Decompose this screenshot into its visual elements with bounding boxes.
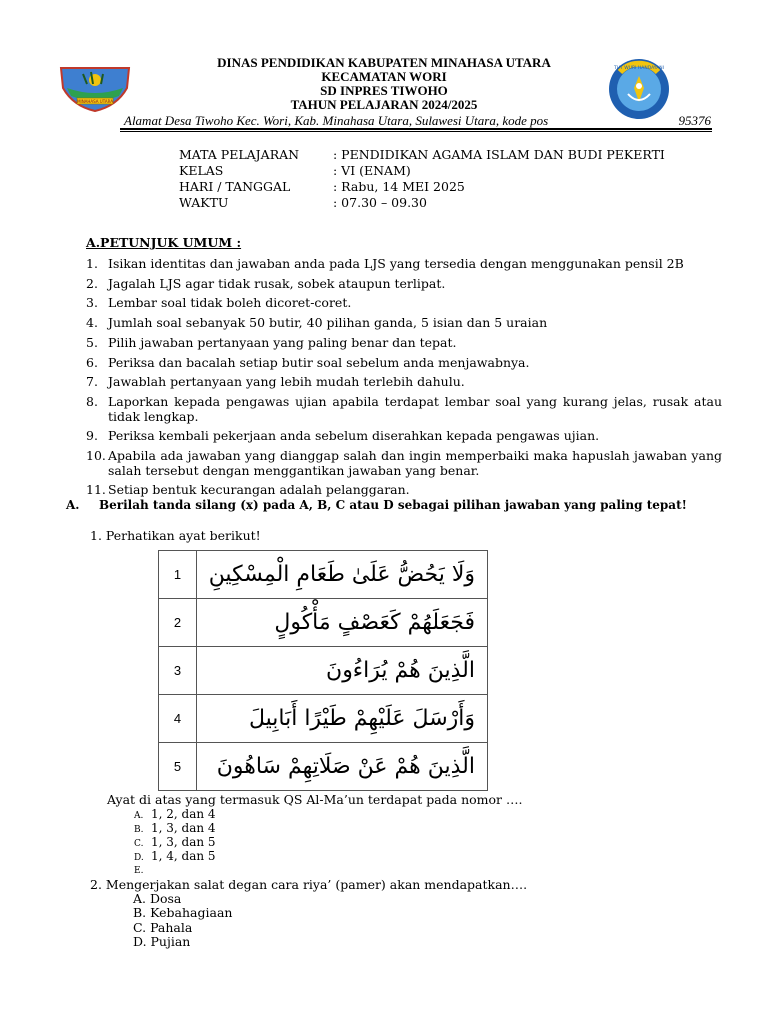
ayat-text: الَّذِينَ هُمْ عَنْ صَلَاتِهِمْ سَاهُونَ [197,743,488,791]
ayat-text: الَّذِينَ هُمْ يُرَاءُونَ [197,647,488,695]
rule-number: 7. [86,374,98,389]
section-title: A.PETUNJUK UMUM : [86,235,242,250]
rule-text: Jumlah soal sebanyak 50 butir, 40 pilihan ganda, 5 isian dan 5 uraian [108,315,548,330]
ayat-table [158,550,488,791]
info-label: HARI / TANGGAL [179,179,291,194]
option-text: 1, 3, dan 5 [151,835,216,849]
section-a-label: A. [66,498,80,512]
rule-text: Jawablah pertanyaan yang lebih mudah terlebih dahulu. [108,374,465,389]
rule-number: 1. [86,256,98,271]
question-1-prompt: 1. Perhatikan ayat berikut! [90,528,261,543]
ayat-text: وَلَا يَحُضُّ عَلَىٰ طَعَامِ الْمِسْكِينِ [197,551,488,599]
rule-text: Isikan identitas dan jawaban anda pada LJS yang tersedia dengan menggunakan pensil 2B [108,256,684,271]
option-text: 1, 3, dan 4 [151,821,216,835]
question-2-option[interactable]: D. Pujian [133,934,191,949]
option-letter: E. [134,866,144,876]
ayat-text: وَأَرْسَلَ عَلَيْهِمْ طَيْرًا أَبَابِيلَ [197,695,488,743]
rule-text: Periksa kembali pekerjaan anda sebelum diserahkan kepada pengawas ujian. [108,428,600,443]
header-divider-thin [120,131,712,132]
ayat-row [159,695,488,743]
svg-text:TUT WURI HANDAYANI: TUT WURI HANDAYANI [614,66,664,71]
info-label: KELAS [179,163,224,178]
ayat-row [159,551,488,599]
header-school: SD INPRES TIWOHO [320,83,448,98]
rule-number: 6. [86,355,98,370]
ayat-row [159,647,488,695]
ayat-row [159,599,488,647]
rule-text: Laporkan kepada pengawas ujian apabila terdapat lembar soal yang kurang jelas, rusak atau tidak lengkap. [108,394,722,424]
rule-number: 11. [86,482,106,497]
option-letter: B. [134,825,144,835]
rule-number: 4. [86,315,98,330]
ayat-text: فَجَعَلَهُمْ كَعَصْفٍ مَأْكُولٍ [197,599,488,647]
question-1-text: Ayat di atas yang termasuk QS Al-Ma’un terdapat pada nomor …. [107,792,523,807]
option-letter: C. [134,839,144,849]
rule-text: Jagalah LJS agar tidak rusak, sobek ataupun terlipat. [108,276,446,291]
question-2-option[interactable]: A. Dosa [133,891,182,906]
question-1-option[interactable] [134,862,151,878]
section-a-text: Berilah tanda silang (x) pada A, B, C atau D sebagai pilihan jawaban yang paling tepat! [99,498,687,512]
rule-text: Periksa dan bacalah setiap butir soal sebelum anda menjawabnya. [108,355,530,370]
rule-text: Pilih jawaban pertanyaan yang paling benar dan tepat. [108,335,457,350]
rule-number: 9. [86,428,98,443]
option-letter: A. [134,811,144,821]
rule-text: Setiap bentuk kecurangan adalah pelanggaran. [108,482,410,497]
ayat-number: 2 [159,599,197,647]
header-year: TAHUN PELAJARAN 2024/2025 [290,97,478,112]
rule-number: 3. [86,295,98,310]
ayat-number: 3 [159,647,197,695]
info-label: WAKTU [179,195,229,210]
question-2-option[interactable]: B. Kebahagiaan [133,905,233,920]
ayat-number: 5 [159,743,197,791]
rule-text: Lembar soal tidak boleh dicoret-coret. [108,295,352,310]
header-divider [120,128,712,130]
ayat-number: 4 [159,695,197,743]
info-value: : 07.30 – 09.30 [333,195,427,210]
question-2-option[interactable]: C. Pahala [133,920,193,935]
info-value: : PENDIDIKAN AGAMA ISLAM DAN BUDI PEKERTI [333,147,665,162]
rule-number: 5. [86,335,98,350]
option-text: 1, 4, dan 5 [151,849,216,863]
header-zip: 95376 [678,113,711,128]
info-label: MATA PELAJARAN [179,147,300,162]
info-value: : VI (ENAM) [333,163,411,178]
svg-text:MINAHASA UTARA: MINAHASA UTARA [77,99,113,104]
rule-number: 2. [86,276,98,291]
rule-number: 10. [86,448,106,463]
header-district: KECAMATAN WORI [321,69,447,84]
ayat-number: 1 [159,551,197,599]
option-letter: D. [134,853,144,863]
info-value: : Rabu, 14 MEI 2025 [333,179,465,194]
ayat-row [159,743,488,791]
header-address-line [124,113,714,128]
option-text: 1, 2, dan 4 [151,807,216,821]
header-agency: DINAS PENDIDIKAN KABUPATEN MINAHASA UTARA [217,55,551,70]
header-address: Alamat Desa Tiwoho Kec. Wori, Kab. Minahasa Utara, Sulawesi Utara, kode pos [124,113,549,128]
question-2-prompt: 2. Mengerjakan salat degan cara riya’ (pamer) akan mendapatkan…. [90,877,528,892]
rule-text: Apabila ada jawaban yang dianggap salah dan ingin memperbaiki maka hapuslah jawaban yang salah tersebut dengan menggantikan jawaban yang benar. [108,448,722,478]
rule-number: 8. [86,394,98,409]
